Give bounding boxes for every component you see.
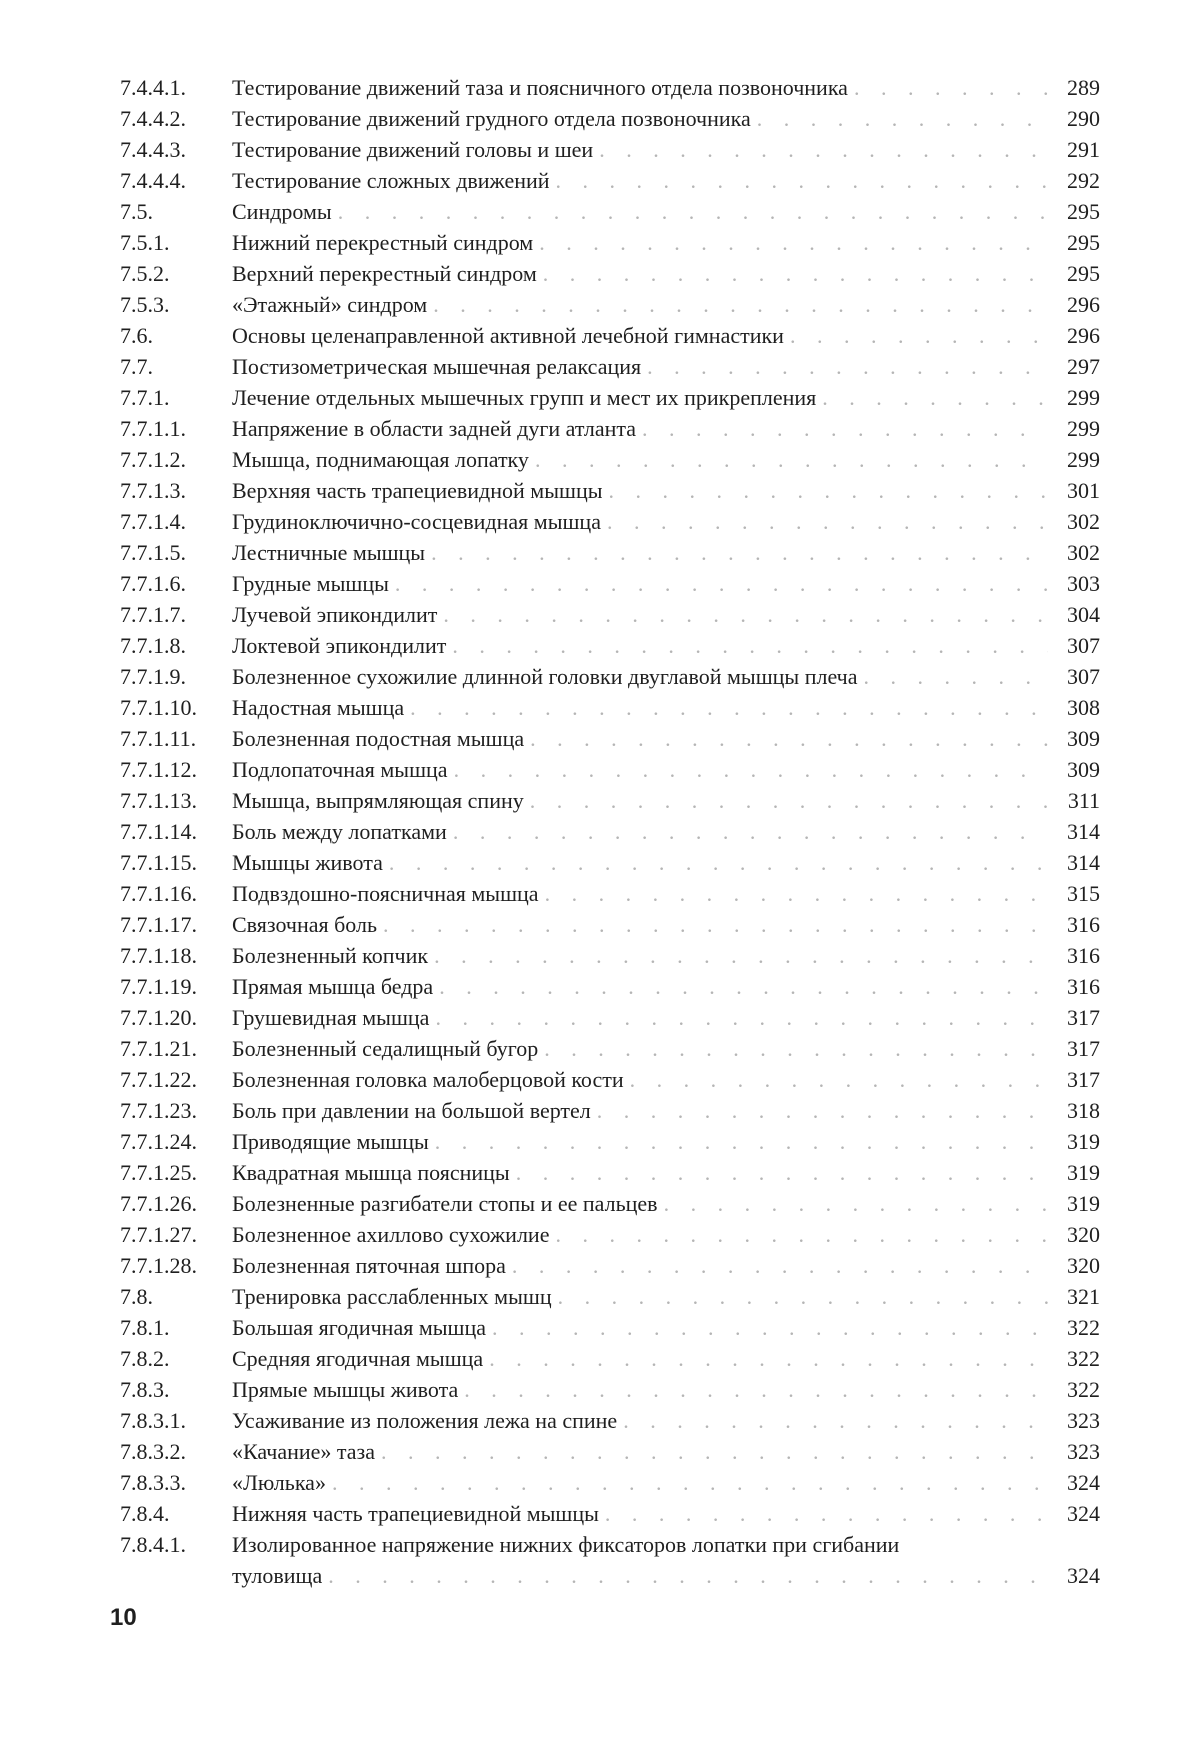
toc-entry (120, 1467, 1100, 1498)
toc-entry-page: 295 (1067, 261, 1100, 286)
toc-entry-page: 291 (1067, 137, 1100, 162)
toc-entry (120, 1436, 1100, 1467)
leader-dots (381, 1436, 1048, 1467)
toc-entry-title: Тестирование движений таза и поясничного отдела позвоночника (232, 75, 848, 100)
leader-dots (433, 289, 1048, 320)
toc-entry-title-line-1: Изолированное напряжение нижних фиксаторов лопатки при сгибании (232, 1532, 900, 1557)
toc-entry (120, 227, 1100, 258)
toc-entry-number: 7.7.1.17. (120, 912, 197, 937)
toc-entry (120, 1343, 1100, 1374)
leader-dots (605, 1498, 1048, 1529)
leader-dots (435, 1126, 1048, 1157)
toc-entry-number: 7.7.1.28. (120, 1253, 197, 1278)
toc-entry-number: 7.4.4.2. (120, 106, 186, 131)
toc-entry (120, 258, 1100, 289)
toc-entry-page: 324 (1067, 1563, 1100, 1588)
leader-dots (556, 165, 1048, 196)
toc-entry-page: 316 (1067, 943, 1100, 968)
toc-entry-number: 7.7.1.25. (120, 1160, 197, 1185)
toc-entry-title: Болезненное ахиллово сухожилие (232, 1222, 550, 1247)
toc-entry (120, 1405, 1100, 1436)
toc-entry-page: 314 (1067, 819, 1100, 844)
toc-entry-number: 7.7.1.7. (120, 602, 186, 627)
toc-entry-title: Болезненные разгибатели стопы и ее пальцев (232, 1191, 658, 1216)
toc-entry (120, 72, 1100, 103)
toc-entry-number: 7.7. (120, 354, 153, 379)
leader-dots (383, 909, 1048, 940)
toc-entry-page: 302 (1067, 540, 1100, 565)
toc-entry-title: Болезненная пяточная шпора (232, 1253, 506, 1278)
toc-entry-title: Болезненная головка малоберцовой кости (232, 1067, 624, 1092)
toc-entry-page: 296 (1067, 323, 1100, 348)
leader-dots (558, 1281, 1048, 1312)
toc-entry-title: Подлопаточная мышца (232, 757, 448, 782)
leader-dots (864, 661, 1048, 692)
toc-entry-title-line-2: туловища (232, 1563, 323, 1588)
toc-entry-number: 7.4.4.4. (120, 168, 186, 193)
toc-entry (120, 909, 1100, 940)
toc-entry-page: 297 (1067, 354, 1100, 379)
toc-entry-number: 7.7.1.12. (120, 757, 197, 782)
toc-entry (120, 475, 1100, 506)
toc-entry-title: Грудные мышцы (232, 571, 389, 596)
toc-entry-title: Мышца, выпрямляющая спину (232, 788, 524, 813)
toc-entry-number: 7.7.1.9. (120, 664, 186, 689)
toc-entry-title: Лучевой эпикондилит (232, 602, 438, 627)
leader-dots (439, 971, 1048, 1002)
leader-dots (630, 1064, 1048, 1095)
toc-entry-page: 319 (1067, 1129, 1100, 1154)
leader-dots (410, 692, 1048, 723)
toc-entry-page: 311 (1067, 788, 1100, 813)
toc-entry-number: 7.7.1.11. (120, 726, 197, 751)
toc-entry-page: 299 (1067, 447, 1100, 472)
toc-entry-number: 7.7.1.27. (120, 1222, 197, 1247)
toc-entry-number: 7.8.3. (120, 1377, 170, 1402)
toc-entry-number: 7.8.4.1. (120, 1532, 186, 1557)
toc-entry-number: 7.4.4.1. (120, 75, 186, 100)
toc-entry-number: 7.8.3.3. (120, 1470, 186, 1495)
toc-entry-number: 7.7.1.6. (120, 571, 186, 596)
leader-dots (539, 227, 1048, 258)
toc-entry-number: 7.5.3. (120, 292, 170, 317)
toc-entry-number: 7.7.1.21. (120, 1036, 197, 1061)
toc-entry-title: Приводящие мышцы (232, 1129, 429, 1154)
toc-entry-page: 317 (1067, 1036, 1100, 1061)
toc-entry-number: 7.8.4. (120, 1501, 170, 1526)
toc-entry (120, 878, 1100, 909)
toc-entry-number: 7.7.1.24. (120, 1129, 197, 1154)
toc-entry-page: 307 (1067, 633, 1100, 658)
toc-entry-page: 296 (1067, 292, 1100, 317)
toc-entry-title: Тестирование сложных движений (232, 168, 550, 193)
leader-dots (454, 754, 1048, 785)
toc-entry-title: Мышца, поднимающая лопатку (232, 447, 529, 472)
toc-entry (120, 1312, 1100, 1343)
leader-dots (489, 1343, 1048, 1374)
toc-entry (120, 1374, 1100, 1405)
toc-entry-page: 309 (1067, 757, 1100, 782)
toc-entry-title: Большая ягодичная мышца (232, 1315, 487, 1340)
toc-entry-title: «Качание» таза (232, 1439, 376, 1464)
toc-entry (120, 1157, 1100, 1188)
toc-entry (120, 692, 1100, 723)
toc-entry (120, 940, 1100, 971)
page-number: 10 (110, 1604, 137, 1631)
toc-entry-number: 7.7.1.3. (120, 478, 186, 503)
toc-entry-page: 302 (1067, 509, 1100, 534)
toc-entry-title: Тренировка расслабленных мышц (232, 1284, 552, 1309)
toc-entry (120, 1498, 1100, 1529)
toc-entry-page: 322 (1067, 1377, 1100, 1402)
toc-entry (120, 382, 1100, 413)
toc-entry-title: Нижняя часть трапециевидной мышцы (232, 1501, 599, 1526)
toc-entry-page: 324 (1067, 1470, 1100, 1495)
toc-entry-number: 7.7.1.19. (120, 974, 197, 999)
toc-entry (120, 847, 1100, 878)
toc-entry-page: 322 (1067, 1346, 1100, 1371)
toc-entry (120, 320, 1100, 351)
toc-entry-page: 314 (1067, 850, 1100, 875)
toc-entry-number: 7.7.1.20. (120, 1005, 197, 1030)
leader-dots (389, 847, 1048, 878)
leader-dots (822, 382, 1048, 413)
toc-entry-title: Тестирование движений головы и шеи (232, 137, 594, 162)
toc-entry-page: 319 (1067, 1191, 1100, 1216)
toc-entry (120, 1002, 1100, 1033)
toc-entry-title: Прямые мышцы живота (232, 1377, 459, 1402)
toc-entry-page: 290 (1067, 106, 1100, 131)
toc-entry-page: 317 (1067, 1067, 1100, 1092)
leader-dots (664, 1188, 1048, 1219)
toc-entry-title: Лечение отдельных мышечных групп и мест их прикрепления (232, 385, 817, 410)
leader-dots (332, 1467, 1048, 1498)
toc-entry-title: Локтевой эпикондилит (232, 633, 447, 658)
leader-dots (512, 1250, 1048, 1281)
toc-entry-title: Болезненный седалищный бугор (232, 1036, 539, 1061)
toc-entry (120, 630, 1100, 661)
toc-entry-page: 318 (1067, 1098, 1100, 1123)
toc-entry-title: «Этажный» синдром (232, 292, 428, 317)
leader-dots (453, 816, 1048, 847)
toc-entry-page: 323 (1067, 1408, 1100, 1433)
toc-entry-title: Мышцы живота (232, 850, 383, 875)
toc-entry (120, 754, 1100, 785)
toc-entry-title: Боль между лопатками (232, 819, 447, 844)
toc-entry-page: 295 (1067, 199, 1100, 224)
toc-entry-number: 7.7.1. (120, 385, 170, 410)
toc-entry-page: 307 (1067, 664, 1100, 689)
leader-dots (464, 1374, 1048, 1405)
toc-entry-page: 301 (1067, 478, 1100, 503)
leader-dots (395, 568, 1048, 599)
toc-entry-title: Подвздошно-поясничная мышца (232, 881, 539, 906)
toc-entry-number: 7.7.1.8. (120, 633, 186, 658)
leader-dots (492, 1312, 1048, 1343)
toc-entry-page: 299 (1067, 416, 1100, 441)
toc-entry-page: 322 (1067, 1315, 1100, 1340)
toc-entry-page: 308 (1067, 695, 1100, 720)
leader-dots (452, 630, 1048, 661)
toc-entry (120, 1529, 1100, 1591)
toc-entry-title: Грушевидная мышца (232, 1005, 430, 1030)
leader-dots (530, 723, 1048, 754)
toc-entry (120, 1033, 1100, 1064)
toc-entry-number: 7.7.1.23. (120, 1098, 197, 1123)
toc-entry-number: 7.8.3.2. (120, 1439, 186, 1464)
toc-entry (120, 1219, 1100, 1250)
toc-entry (120, 103, 1100, 134)
toc-entry (120, 785, 1100, 816)
toc-entry-page: 324 (1067, 1501, 1100, 1526)
toc-entry-page: 316 (1067, 912, 1100, 937)
toc-entry (120, 134, 1100, 165)
toc-entry-page: 309 (1067, 726, 1100, 751)
leader-dots (443, 599, 1048, 630)
toc-entry-number: 7.6. (120, 323, 153, 348)
toc-entry-page: 316 (1067, 974, 1100, 999)
toc-entry-number: 7.8. (120, 1284, 153, 1309)
leader-dots (555, 1219, 1048, 1250)
toc-entry-number: 7.7.1.1. (120, 416, 186, 441)
toc-entry (120, 1126, 1100, 1157)
toc-entry-page: 295 (1067, 230, 1100, 255)
toc-entry-title: Квадратная мышца поясницы (232, 1160, 510, 1185)
leader-dots (642, 413, 1048, 444)
leader-dots (338, 196, 1048, 227)
leader-dots (609, 475, 1049, 506)
toc-entry-page: 289 (1067, 75, 1100, 100)
leader-dots (647, 351, 1048, 382)
leader-dots (516, 1157, 1048, 1188)
toc-entry-title: Болезненная подостная мышца (232, 726, 525, 751)
toc-entry (120, 1095, 1100, 1126)
toc-entry-page: 323 (1067, 1439, 1100, 1464)
toc-entry (120, 1281, 1100, 1312)
toc-entry-number: 7.8.2. (120, 1346, 170, 1371)
toc-entry-title: Прямая мышца бедра (232, 974, 434, 999)
toc-entry-page: 321 (1067, 1284, 1100, 1309)
toc-entry-title: Усаживание из положения лежа на спине (232, 1408, 618, 1433)
toc-entry (120, 723, 1100, 754)
toc-entry (120, 1250, 1100, 1281)
toc-entry (120, 1064, 1100, 1095)
toc-entry-title: Болезненное сухожилие длинной головки двуглавой мышцы плеча (232, 664, 858, 689)
leader-dots (543, 258, 1048, 289)
toc-entry-number: 7.5. (120, 199, 153, 224)
toc-entry-number: 7.7.1.16. (120, 881, 197, 906)
toc-entry-number: 7.7.1.22. (120, 1067, 197, 1092)
toc-entry (120, 537, 1100, 568)
toc-entry-page: 292 (1067, 168, 1100, 193)
toc-entry-page: 315 (1067, 881, 1100, 906)
toc-entry-number: 7.7.1.4. (120, 509, 186, 534)
toc-entry-number: 7.5.1. (120, 230, 170, 255)
toc-entry (120, 506, 1100, 537)
toc-entry (120, 165, 1100, 196)
toc-entry-page: 303 (1067, 571, 1100, 596)
leader-dots (597, 1095, 1048, 1126)
toc-entry-title: Лестничные мышцы (232, 540, 426, 565)
toc-entry-title: Верхний перекрестный синдром (232, 261, 537, 286)
toc-entry-number: 7.7.1.10. (120, 695, 197, 720)
toc-entry-number: 7.8.3.1. (120, 1408, 186, 1433)
leader-dots (431, 537, 1048, 568)
toc-entry-number: 7.7.1.13. (120, 788, 197, 813)
toc-entry-page: 304 (1067, 602, 1100, 627)
leader-dots (530, 785, 1048, 816)
toc-entry-title: Боль при давлении на большой вертел (232, 1098, 591, 1123)
toc-entry (120, 971, 1100, 1002)
leader-dots (790, 320, 1048, 351)
toc-entry (120, 444, 1100, 475)
toc-entry-page: 319 (1067, 1160, 1100, 1185)
leader-dots (757, 103, 1048, 134)
toc-entry-title: Напряжение в области задней дуги атланта (232, 416, 637, 441)
toc-entry-number: 7.7.1.18. (120, 943, 197, 968)
toc-entry (120, 661, 1100, 692)
leader-dots (599, 134, 1048, 165)
toc-entry-number: 7.4.4.3. (120, 137, 186, 162)
toc-entry-page: 320 (1067, 1222, 1100, 1247)
toc-entry (120, 599, 1100, 630)
toc-entry-page: 299 (1067, 385, 1100, 410)
toc-entry-title: Надостная мышца (232, 695, 405, 720)
toc-entry-title: Грудиноключично-сосцевидная мышца (232, 509, 601, 534)
toc-entry-title: Постизометрическая мышечная релаксация (232, 354, 642, 379)
leader-dots (535, 444, 1048, 475)
leader-dots (435, 1002, 1048, 1033)
toc-entry-title: Тестирование движений грудного отдела позвоночника (232, 106, 751, 131)
toc-entry-title: Связочная боль (232, 912, 378, 937)
toc-entry-title: Нижний перекрестный синдром (232, 230, 534, 255)
toc-entry-page: 317 (1067, 1005, 1100, 1030)
leader-dots (854, 72, 1048, 103)
toc-entry-title: «Люлька» (232, 1470, 326, 1495)
toc-entry-number: 7.7.1.26. (120, 1191, 197, 1216)
toc-entry-number: 7.7.1.15. (120, 850, 197, 875)
toc-entry-title: Средняя ягодичная мышца (232, 1346, 484, 1371)
leader-dots (328, 1560, 1048, 1591)
toc-entry (120, 351, 1100, 382)
toc-entry (120, 196, 1100, 227)
toc-entry-number: 7.7.1.5. (120, 540, 186, 565)
table-of-contents (120, 72, 1100, 1591)
leader-dots (434, 940, 1048, 971)
toc-entry-page: 320 (1067, 1253, 1100, 1278)
leader-dots (544, 1033, 1048, 1064)
toc-entry-title: Болезненный копчик (232, 943, 429, 968)
toc-entry-number: 7.5.2. (120, 261, 170, 286)
toc-entry (120, 568, 1100, 599)
toc-entry-title: Верхняя часть трапециевидной мышцы (232, 478, 603, 503)
toc-entry-number: 7.8.1. (120, 1315, 170, 1340)
toc-entry-number: 7.7.1.2. (120, 447, 186, 472)
leader-dots (623, 1405, 1048, 1436)
leader-dots (545, 878, 1048, 909)
toc-entry (120, 289, 1100, 320)
leader-dots (607, 506, 1048, 537)
toc-entry-number: 7.7.1.14. (120, 819, 197, 844)
toc-entry-title: Основы целенаправленной активной лечебной гимнастики (232, 323, 784, 348)
toc-entry (120, 1188, 1100, 1219)
toc-entry-title: Синдромы (232, 199, 332, 224)
toc-entry (120, 413, 1100, 444)
toc-entry (120, 816, 1100, 847)
